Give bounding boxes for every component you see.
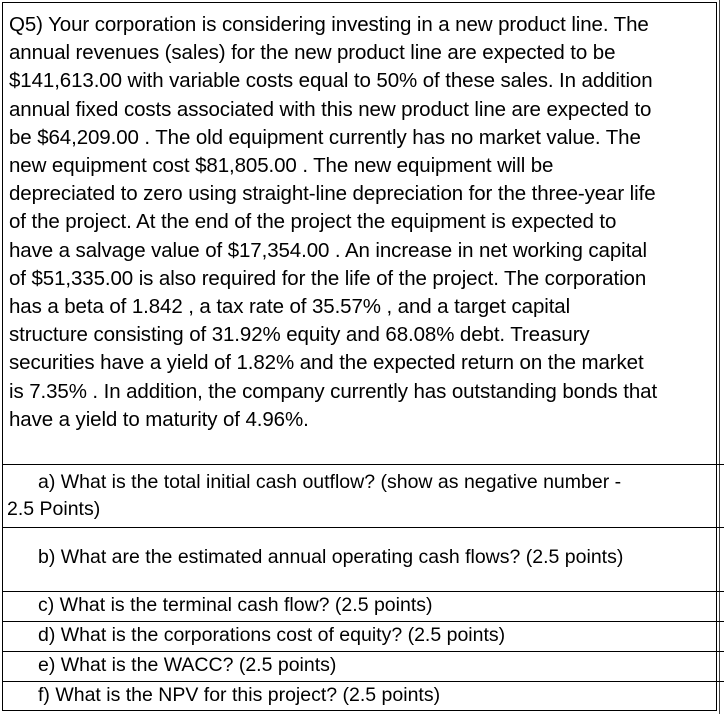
row-divider — [2, 464, 724, 465]
part-a-label-line1: a) What is the total initial cash outflow? (show as negative number - — [38, 471, 622, 493]
question-line: annual revenues (sales) for the new product line are expected to be — [9, 41, 616, 65]
question-line: depreciated to zero using straight-line depreciation for the three-year life — [9, 182, 656, 206]
part-f-label: f) What is the NPV for this project? (2.5 points) — [38, 684, 441, 706]
part-a-label-line2: 2.5 Points) — [7, 498, 101, 520]
question-line: of the project. At the end of the project the equipment is expected to — [9, 210, 617, 234]
question-text — [9, 11, 715, 434]
question-line: have a salvage value of $17,354.00 . An increase in net working capital — [9, 238, 647, 262]
column-divider — [719, 0, 720, 714]
question-line: $141,613.00 with variable costs equal to 50% of these sales. In addition — [9, 69, 653, 93]
row-divider — [2, 527, 724, 528]
question-line: is 7.35% . In addition, the company currently has outstanding bonds that — [9, 379, 658, 403]
question-line: annual fixed costs associated with this new product line are expected to — [9, 97, 652, 121]
question-line: Q5) Your corporation is considering investing in a new product line. The — [9, 13, 649, 36]
question-line: has a beta of 1.842 , a tax rate of 35.57% , and a target capital — [9, 295, 571, 319]
part-d-label: d) What is the corporations cost of equity? (2.5 points) — [38, 624, 506, 646]
question-line: of $51,335.00 is also required for the life of the project. The corporation — [9, 266, 647, 290]
question-line: have a yield to maturity of 4.96%. — [9, 407, 309, 431]
question-line: structure consisting of 31.92% equity and 68.08% debt. Treasury — [9, 323, 590, 347]
part-b-label: b) What are the estimated annual operating cash flows? (2.5 points) — [38, 546, 624, 568]
question-line: securities have a yield of 1.82% and the expected return on the market — [9, 351, 644, 375]
part-e-label: e) What is the WACC? (2.5 points) — [38, 654, 337, 676]
question-line: be $64,209.00 . The old equipment currently has no market value. The — [9, 125, 641, 149]
part-c-label: c) What is the terminal cash flow? (2.5 points) — [38, 594, 433, 616]
question-line: new equipment cost $81,805.00 . The new equipment will be — [9, 154, 554, 178]
